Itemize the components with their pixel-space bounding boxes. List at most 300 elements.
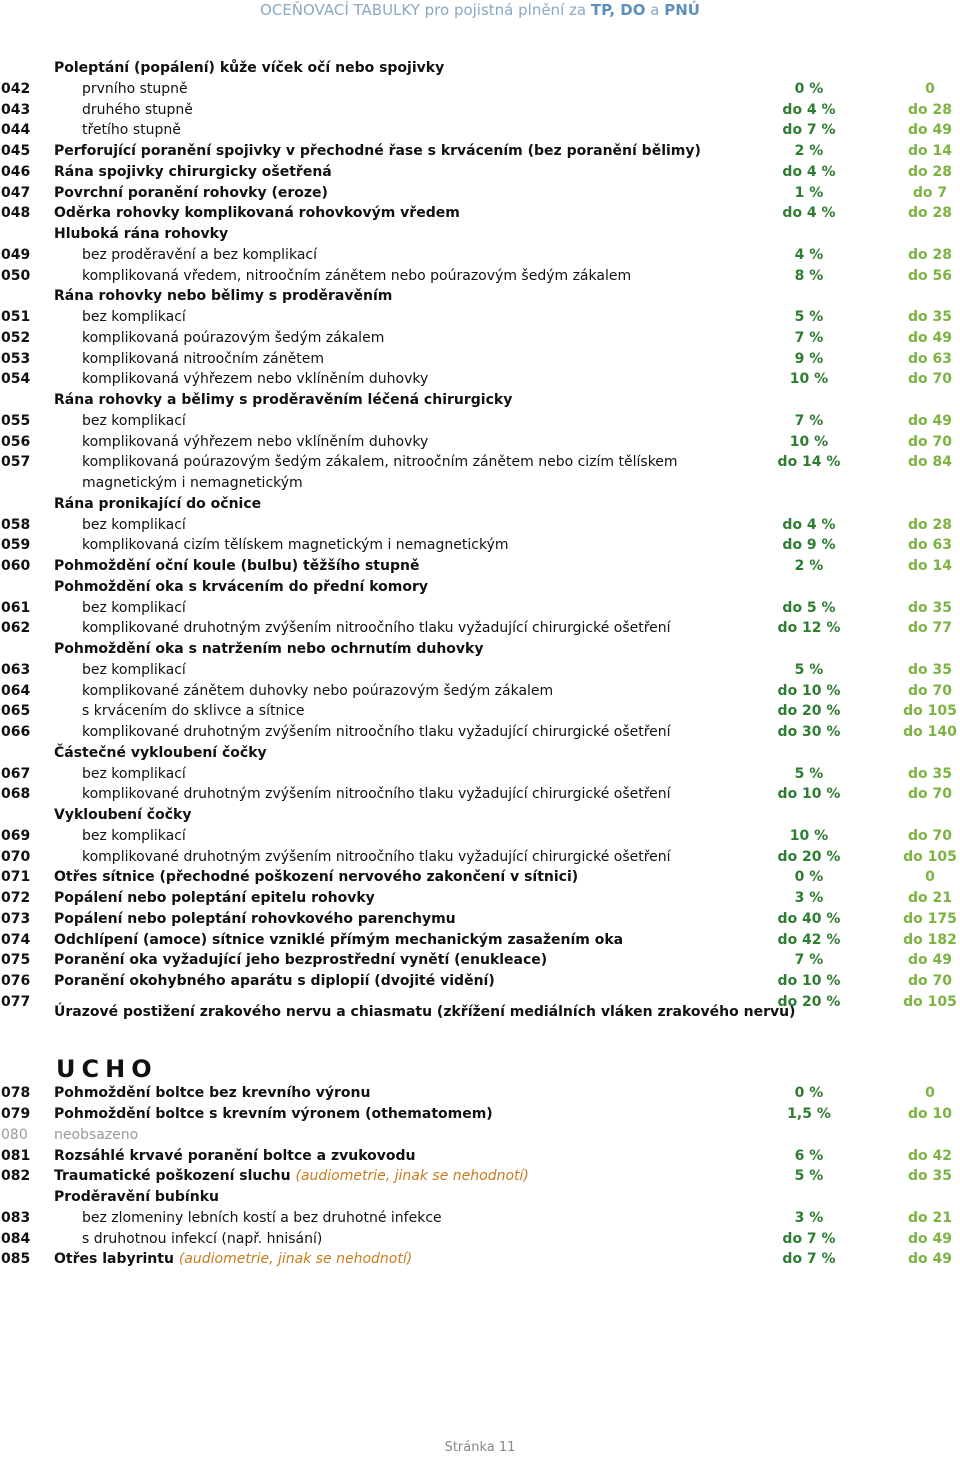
row-text: Pohmoždění boltce s krevním výronem (othematomem) [54, 1106, 493, 1122]
table-row [0, 390, 960, 411]
table-row [0, 847, 960, 868]
table-row [0, 660, 960, 681]
row-text: Pohmoždění oka s krvácením do přední komory [54, 578, 429, 595]
row-percent: do 10 % [777, 973, 841, 989]
row-code: 044 [1, 122, 31, 139]
header-prefix: OCEŇOVACÍ TABULKY pro pojistná plnění za [260, 1, 587, 19]
table-row [0, 1208, 960, 1229]
row-text: s druhotnou infekcí (např. hnisání) [82, 1230, 323, 1247]
row-points: 0 [925, 80, 935, 97]
row-text: Pohmoždění boltce bez krevního výronu [54, 1085, 371, 1102]
row-points: do 70 [908, 827, 952, 844]
row-points: do 35 [908, 765, 952, 782]
row-points: do 175 [903, 910, 957, 927]
table-row [0, 245, 960, 266]
row-points: do 21 [908, 1209, 952, 1226]
row-points: do 49 [908, 952, 952, 969]
row-percent: 3 % [794, 1209, 824, 1226]
table-row [0, 224, 960, 245]
row-text: komplikované zánětem duhovky nebo poúrazovým šedým zákalem [82, 682, 554, 699]
page-number: Stránka 11 [444, 1440, 516, 1455]
header-bold2: PNÚ [664, 1, 700, 19]
row-description [54, 1125, 138, 1146]
row-description [82, 618, 671, 639]
table-row [0, 805, 960, 826]
row-points: do 10 [908, 1106, 952, 1122]
row-code: 071 [1, 869, 31, 886]
header-bold: TP, DO [590, 1, 646, 19]
row-points: do 28 [908, 101, 952, 118]
row-points: do 182 [903, 931, 957, 948]
row-note: (audiometrie, jinak se nehodnotí) [178, 1251, 413, 1268]
row-percent: do 14 % [777, 454, 841, 471]
row-text: bez komplikací [82, 599, 186, 616]
row-percent: 5 % [794, 661, 824, 678]
table-row [0, 1249, 960, 1270]
row-text: Rána pronikající do očnice [54, 495, 262, 512]
table-row [0, 1104, 960, 1125]
table-row [0, 639, 960, 660]
row-percent: do 7 % [782, 1230, 836, 1247]
row-text: bez komplikací [82, 765, 186, 782]
row-description [82, 722, 671, 743]
row-description [54, 494, 261, 515]
row-code: 083 [1, 1209, 31, 1226]
table-row [0, 1125, 960, 1146]
row-text: Pohmoždění oční koule (bulbu) těžšího stupně [54, 558, 420, 574]
row-code: 064 [1, 682, 31, 699]
row-percent: 10 % [789, 371, 829, 388]
row-description [54, 141, 701, 162]
row-description [54, 286, 392, 307]
table-row [0, 286, 960, 307]
row-description [54, 888, 375, 909]
row-percent: 10 % [789, 433, 829, 450]
row-description [82, 120, 181, 141]
row-points: do 49 [908, 122, 952, 139]
row-code: 072 [1, 890, 31, 906]
row-text-continued: magnetickým i nemagnetickým [82, 475, 303, 491]
row-description [82, 100, 193, 121]
table-row [0, 307, 960, 328]
row-description [82, 701, 305, 722]
row-description [82, 1229, 322, 1250]
row-percent: 6 % [794, 1147, 824, 1164]
row-code: 057 [1, 454, 31, 471]
table-row [0, 432, 960, 453]
row-text: komplikované druhotným zvýšením nitroočního tlaku vyžadující chirurgické ošetření [82, 724, 671, 740]
row-percent: 7 % [794, 329, 824, 346]
row-description [54, 971, 495, 992]
row-text: Popálení nebo poleptání rohovkového parenchymu [54, 910, 456, 927]
table-row [0, 535, 960, 556]
row-description [82, 515, 186, 536]
table-row [0, 1187, 960, 1208]
row-description [54, 1166, 529, 1187]
row-code: 077 [1, 993, 31, 1010]
row-description [54, 577, 428, 598]
row-description [54, 639, 483, 660]
row-code: 085 [1, 1251, 31, 1268]
row-percent: do 10 % [777, 682, 841, 699]
section-title: UCHO [56, 1055, 158, 1084]
row-text: komplikované druhotným zvýšením nitroočního tlaku vyžadující chirurgické ošetření [82, 620, 671, 637]
row-code: 084 [1, 1230, 31, 1247]
row-description [54, 1083, 370, 1104]
row-code: 073 [1, 910, 31, 927]
row-percent: do 4 % [782, 163, 836, 180]
row-description [82, 328, 384, 349]
row-text: komplikovaná výhřezem nebo vklíněním duhovky [82, 433, 429, 450]
row-text: prvního stupně [82, 80, 188, 97]
table-row [0, 266, 960, 287]
row-points: do 28 [908, 246, 952, 263]
row-code: 066 [1, 724, 31, 740]
table-row [0, 743, 960, 764]
row-text: bez komplikací [82, 661, 186, 678]
row-percent: 7 % [794, 412, 824, 429]
table-row [0, 556, 960, 577]
row-description [54, 162, 332, 183]
row-percent: do 4 % [782, 101, 836, 118]
row-points: do 63 [908, 537, 952, 554]
row-text: Povrchní poranění rohovky (eroze) [54, 184, 328, 201]
row-description [54, 743, 267, 764]
table-row [0, 577, 960, 598]
row-points: do 70 [908, 371, 952, 388]
row-description [82, 245, 317, 266]
row-description [82, 847, 671, 868]
section-ucho [0, 1043, 960, 1083]
table-row [0, 411, 960, 432]
table-row [0, 867, 960, 888]
row-description [54, 1249, 412, 1270]
row-percent: 5 % [794, 765, 824, 782]
row-percent: do 7 % [782, 1251, 836, 1268]
row-points: do 105 [903, 703, 957, 720]
table-row [0, 494, 960, 515]
row-text: komplikované druhotným zvýšením nitroočního tlaku vyžadující chirurgické ošetření [82, 848, 671, 865]
row-text: Rána rohovky nebo bělimy s proděravěním [54, 288, 393, 305]
row-percent: 5 % [794, 1168, 824, 1185]
row-code: 067 [1, 765, 31, 782]
row-points: do 7 [912, 184, 948, 201]
row-description [82, 660, 186, 681]
row-points: do 77 [908, 620, 952, 637]
row-code: 049 [1, 246, 31, 263]
row-percent: 8 % [794, 267, 824, 284]
row-description [82, 1208, 442, 1229]
row-description [54, 1104, 493, 1125]
row-code: 068 [1, 786, 31, 803]
row-points: do 42 [908, 1147, 952, 1164]
table-row [0, 888, 960, 909]
row-description [82, 598, 186, 619]
row-description [54, 1187, 219, 1208]
row-description [82, 432, 428, 453]
table-row [0, 618, 960, 639]
row-percent: do 4 % [782, 205, 836, 222]
table-row [0, 203, 960, 224]
row-points: do 49 [908, 1251, 952, 1268]
row-points: 0 [925, 1085, 935, 1102]
table-row [0, 992, 960, 1034]
table-row [0, 120, 960, 141]
row-description [54, 1002, 795, 1023]
row-code: 059 [1, 537, 31, 554]
row-text: Oděrka rohovky komplikovaná rohovkovým vředem [54, 205, 460, 222]
row-description [82, 826, 186, 847]
table-row [0, 826, 960, 847]
row-text: neobsazeno [54, 1126, 139, 1143]
row-points: do 84 [908, 454, 952, 471]
row-text: Otřes labyrintu [54, 1251, 174, 1268]
row-points: do 21 [908, 890, 952, 906]
row-description [82, 681, 553, 702]
row-text: komplikovaná poúrazovým šedým zákalem, nitroočním zánětem nebo cizím tělískem [82, 454, 678, 471]
table-row [0, 183, 960, 204]
row-percent: 3 % [794, 890, 824, 906]
row-points: do 35 [908, 1168, 952, 1185]
table-row [0, 79, 960, 100]
row-text: bez komplikací [82, 827, 186, 844]
row-points: do 14 [908, 143, 952, 159]
row-percent: do 30 % [777, 724, 841, 740]
table-row [0, 162, 960, 183]
row-text: Poranění okohybného aparátu s diplopií (dvojité vidění) [54, 973, 495, 989]
row-percent: 9 % [794, 350, 824, 367]
table-row [0, 701, 960, 722]
row-points: do 70 [908, 786, 952, 803]
row-points: do 70 [908, 682, 952, 699]
row-description [54, 805, 191, 826]
row-code: 076 [1, 973, 31, 989]
row-points: do 70 [908, 433, 952, 450]
table-row [0, 784, 960, 805]
row-percent: 0 % [794, 80, 824, 97]
row-description [54, 909, 456, 930]
row-points: do 105 [903, 848, 957, 865]
row-description [54, 203, 460, 224]
row-text: komplikovaná poúrazovým šedým zákalem [82, 329, 385, 346]
row-description [54, 390, 512, 411]
row-code: 078 [1, 1085, 31, 1102]
row-code: 058 [1, 516, 31, 533]
row-text: komplikovaná vředem, nitroočním zánětem nebo poúrazovým šedým zákalem [82, 267, 632, 284]
row-text: Rozsáhlé krvavé poranění boltce a zvukovodu [54, 1147, 416, 1164]
row-description [82, 307, 186, 328]
row-description [54, 950, 547, 971]
row-points: do 35 [908, 309, 952, 325]
row-text: Perforující poranění spojivky v přechodné řase s krvácením (bez poranění bělimy) [54, 143, 701, 159]
row-percent: 4 % [794, 246, 824, 263]
row-note: (audiometrie, jinak se nehodnotí) [295, 1168, 529, 1185]
row-text: Poranění oka vyžadující jeho bezprostřední vynětí (enukleace) [54, 952, 548, 969]
table-row [0, 722, 960, 743]
row-percent: 1,5 % [787, 1106, 831, 1122]
row-percent: do 4 % [782, 516, 836, 533]
table-row [0, 515, 960, 536]
row-code: 052 [1, 329, 31, 346]
row-code: 074 [1, 931, 31, 948]
row-text: Úrazové postižení zrakového nervu a chiasmatu (zkřížení mediálních vláken zrakového nervu) [54, 1003, 796, 1020]
row-code: 043 [1, 101, 31, 118]
row-text: Rána rohovky a bělimy s proděravěním léčená chirurgicky [54, 392, 513, 408]
row-description [82, 764, 186, 785]
row-percent: 7 % [794, 952, 824, 969]
row-points: do 49 [908, 329, 952, 346]
row-code: 069 [1, 827, 31, 844]
table-row [0, 971, 960, 992]
table-row [0, 950, 960, 971]
row-description [54, 183, 328, 204]
row-code: 062 [1, 620, 31, 637]
table-row [0, 1229, 960, 1250]
row-text: bez komplikací [82, 309, 186, 325]
row-points: do 35 [908, 599, 952, 616]
table-row [0, 909, 960, 930]
row-description [82, 452, 678, 473]
row-text: bez komplikací [82, 412, 186, 429]
row-text: komplikované druhotným zvýšením nitroočního tlaku vyžadující chirurgické ošetření [82, 786, 671, 803]
row-code: 060 [1, 558, 31, 574]
row-points: do 105 [903, 993, 957, 1010]
row-points: do 28 [908, 163, 952, 180]
row-code: 048 [1, 205, 31, 222]
row-code: 082 [1, 1168, 31, 1185]
row-text: Poleptání (popálení) kůže víček očí nebo spojivky [54, 60, 445, 76]
row-text: Popálení nebo poleptání epitelu rohovky [54, 890, 375, 906]
row-text: třetího stupně [82, 122, 181, 139]
row-code: 045 [1, 143, 31, 159]
page-header [0, 0, 960, 22]
row-code: 051 [1, 309, 31, 325]
row-points: do 63 [908, 350, 952, 367]
header-mid: a [650, 1, 660, 19]
row-percent: do 10 % [777, 786, 841, 803]
row-description [82, 369, 428, 390]
table-row [0, 452, 960, 494]
row-percent: 5 % [794, 309, 824, 325]
row-code: 081 [1, 1147, 31, 1164]
row-text: bez proděravění a bez komplikací [82, 246, 317, 263]
row-percent: do 9 % [782, 537, 836, 554]
row-description [54, 930, 623, 951]
row-text: Odchlípení (amoce) sítnice vzniklé přímým mechanickým zasažením oka [54, 931, 624, 948]
table-row [0, 1166, 960, 1187]
row-code: 047 [1, 184, 31, 201]
row-points: do 14 [908, 558, 952, 574]
row-description [82, 535, 509, 556]
row-text: Proděravění bubínku [54, 1189, 219, 1205]
row-description [82, 266, 631, 287]
row-text: Částečné vykloubení čočky [54, 744, 267, 761]
row-percent: 0 % [794, 869, 824, 886]
row-percent: do 40 % [777, 910, 841, 927]
table-row [0, 1146, 960, 1167]
row-code: 055 [1, 412, 31, 429]
row-code: 061 [1, 599, 31, 616]
row-percent: 1 % [794, 184, 824, 201]
row-points: 0 [925, 869, 935, 886]
row-text: Hluboká rána rohovky [54, 226, 229, 242]
row-description [82, 411, 186, 432]
table-row [0, 598, 960, 619]
row-code: 056 [1, 433, 31, 450]
row-percent: 0 % [794, 1085, 824, 1102]
table-row [0, 764, 960, 785]
row-code: 054 [1, 371, 31, 388]
row-code: 042 [1, 80, 31, 97]
row-code: 046 [1, 163, 31, 180]
row-percent: do 12 % [777, 620, 841, 637]
row-text: Vykloubení čočky [54, 807, 192, 823]
row-text: Otřes sítnice (přechodné poškození nervového zakončení v sítnici) [54, 869, 579, 886]
table-row [0, 349, 960, 370]
row-text: Rána spojivky chirurgicky ošetřená [54, 163, 332, 180]
row-code: 053 [1, 350, 31, 367]
row-text: Traumatické poškození sluchu [54, 1168, 291, 1185]
row-text: komplikovaná výhřezem nebo vklíněním duhovky [82, 371, 429, 388]
row-points: do 56 [908, 267, 952, 284]
table-row [0, 930, 960, 951]
row-description [82, 79, 188, 100]
row-points: do 140 [903, 724, 957, 740]
table-row [0, 141, 960, 162]
rating-table [0, 58, 960, 1270]
table-row [0, 369, 960, 390]
row-points: do 28 [908, 205, 952, 222]
row-code: 075 [1, 952, 31, 969]
row-percent: 2 % [794, 558, 824, 574]
row-percent: do 20 % [777, 993, 841, 1010]
row-description [54, 556, 419, 577]
row-description [82, 784, 671, 805]
row-percent: do 20 % [777, 703, 841, 720]
row-text: bez zlomeniny lebních kostí a bez druhotné infekce [82, 1209, 442, 1226]
row-text: komplikovaná nitroočním zánětem [82, 350, 324, 367]
row-code: 063 [1, 661, 31, 678]
row-points: do 49 [908, 1230, 952, 1247]
row-points: do 70 [908, 973, 952, 989]
row-code: 080 [1, 1126, 28, 1143]
row-code: 050 [1, 267, 31, 284]
row-description [82, 349, 324, 370]
table-row [0, 1083, 960, 1104]
row-description [54, 867, 578, 888]
row-text: bez komplikací [82, 516, 186, 533]
row-points: do 28 [908, 516, 952, 533]
row-percent: 10 % [789, 827, 829, 844]
row-percent: do 7 % [782, 122, 836, 139]
table-row [0, 681, 960, 702]
table-row [0, 58, 960, 79]
row-description [54, 1146, 415, 1167]
table-row [0, 100, 960, 121]
row-text: Pohmoždění oka s natržením nebo ochrnutím duhovky [54, 641, 484, 657]
row-points: do 35 [908, 661, 952, 678]
row-code: 070 [1, 848, 31, 865]
row-points: do 49 [908, 412, 952, 429]
table-row [0, 328, 960, 349]
row-text: komplikovaná cizím tělískem magnetickým i nemagnetickým [82, 537, 509, 554]
row-description [54, 224, 228, 245]
row-percent: do 20 % [777, 848, 841, 865]
row-percent: do 5 % [782, 599, 836, 616]
row-description [54, 58, 444, 79]
row-code: 079 [1, 1106, 31, 1122]
row-code: 065 [1, 703, 31, 720]
